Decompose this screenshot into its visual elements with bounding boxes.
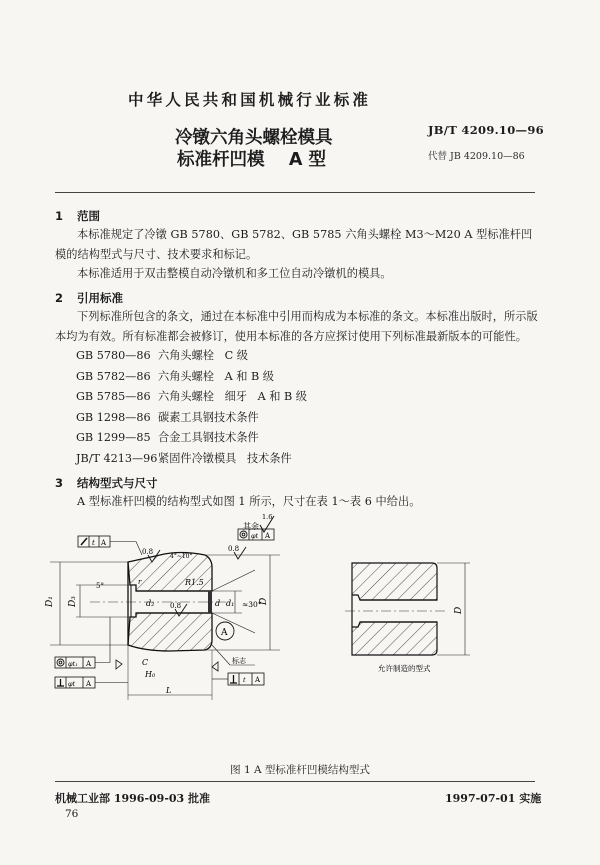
tolerance-frame-runout [78,536,142,555]
svg-text:t: t [243,676,246,684]
standard-number: JB/T 4209.10—96 [428,123,544,137]
die-main-drawing [30,505,330,705]
dim-d-label: d [215,599,221,608]
roughness-right-label: 0.8 [228,545,240,553]
rest-roughness-value: 1.6 [262,513,273,521]
replaces-standard: 代替 JB 4209.10—86 [428,151,525,162]
dim-C-label: C [142,658,149,667]
list-item: GB 1299—85 合金工具钢技术条件 [76,431,259,445]
dim-H0-label: H₀ [145,670,156,679]
detail-A-label: A [221,628,228,638]
radius-label: R1.5 [185,578,204,587]
svg-text:t: t [92,539,95,547]
document-title [175,127,333,171]
list-item: GB 5785—86 六角头螺栓 细牙 A 和 B 级 [76,390,307,404]
dim-D-label: D [259,597,269,605]
implementation-date: 1997-07-01 实施 [445,792,542,805]
angle-top-label: 4°~10° [170,553,193,560]
roughness-top-label: 0.8 [142,548,154,556]
section-1-paragraph-1: 本标准规定了冷镦 GB 5780、GB 5782、GB 5785 六角头螺栓 M3～M20 A 型标准杆凹模的结构型式与尺寸、技术要求和标记。 [55,228,533,261]
marking-label: 标志 [232,657,246,665]
svg-text:φt₁: φt₁ [68,660,78,668]
dim-L-label: L [166,686,172,695]
dim-d1-label: d₁ [226,599,235,608]
die-alternative-drawing [340,555,480,675]
rest-roughness-label: 其余 [243,522,259,531]
svg-text:A: A [265,532,271,540]
organization-title: 中华人民共和国机械行业标准 [128,91,372,109]
svg-text:A: A [255,676,261,684]
page-number: 76 [65,808,79,820]
svg-text:φt: φt [68,680,76,688]
section-2-heading: 2 引用标准 [55,291,123,305]
alt-form-caption: 允许制造的型式 [378,664,431,673]
svg-text:A: A [86,680,92,688]
section-1-paragraph-2: 本标准适用于双击整模自动冷镦机和多工位自动冷镦机的模具。 [77,267,392,280]
title-line-2: 标准杆凹模 A 型 [177,150,327,170]
dim-d2-label: d₂ [146,599,155,608]
r-label: r [138,578,142,586]
list-item: JB/T 4213—96 紧固件冷镦模具 技术条件 [76,451,292,465]
svg-text:φt: φt [251,532,259,540]
footer-divider [55,781,535,782]
tolerance-frame-concentricity-inner [55,617,110,668]
list-item: GB 5782—86 六角头螺栓 A 和 B 级 [76,369,274,383]
svg-text:A: A [101,539,107,547]
dim-D3-label: D₃ [68,596,78,607]
title-line-1: 冷镦六角头螺栓模具 [175,128,333,148]
tolerance-frame-perpendicularity-right [212,673,264,685]
section-2-paragraph-1: 下列标准所包含的条文，通过在本标准中引用而构成为本标准的条文。本标准出版时，所示版本均为有效。所有标准都会被修订，使用本标准的各方应探讨使用下列标准最新版本的可能性。 [55,310,538,343]
alt-dim-D-label: D [454,606,464,614]
list-item: GB 1298—86 碳素工具钢技术条件 [76,410,259,424]
section-1-heading: 1 范围 [55,209,100,223]
dim-D1-label: D₁ [45,596,55,607]
header-divider [55,192,535,193]
svg-text:A: A [86,660,92,668]
section-3-heading: 3 结构型式与尺寸 [55,476,158,490]
angle-30-label: ≈30° [242,600,262,609]
tolerance-frame-perpendicularity-left [55,677,128,688]
roughness-bore-label: 0.8 [170,602,182,610]
list-item: GB 5780—86 六角头螺栓 C 级 [76,349,248,362]
approval-info: 机械工业部 1996-09-03 批准 [55,792,211,805]
reference-standards-list [76,346,307,470]
section-3-paragraph-1: A 型标准杆凹模的结构型式如图 1 所示，尺寸在表 1～表 6 中给出。 [77,495,421,508]
figure-caption: 图 1 A 型标准杆凹模结构型式 [230,764,370,776]
angle-5-label: 5° [96,582,104,590]
